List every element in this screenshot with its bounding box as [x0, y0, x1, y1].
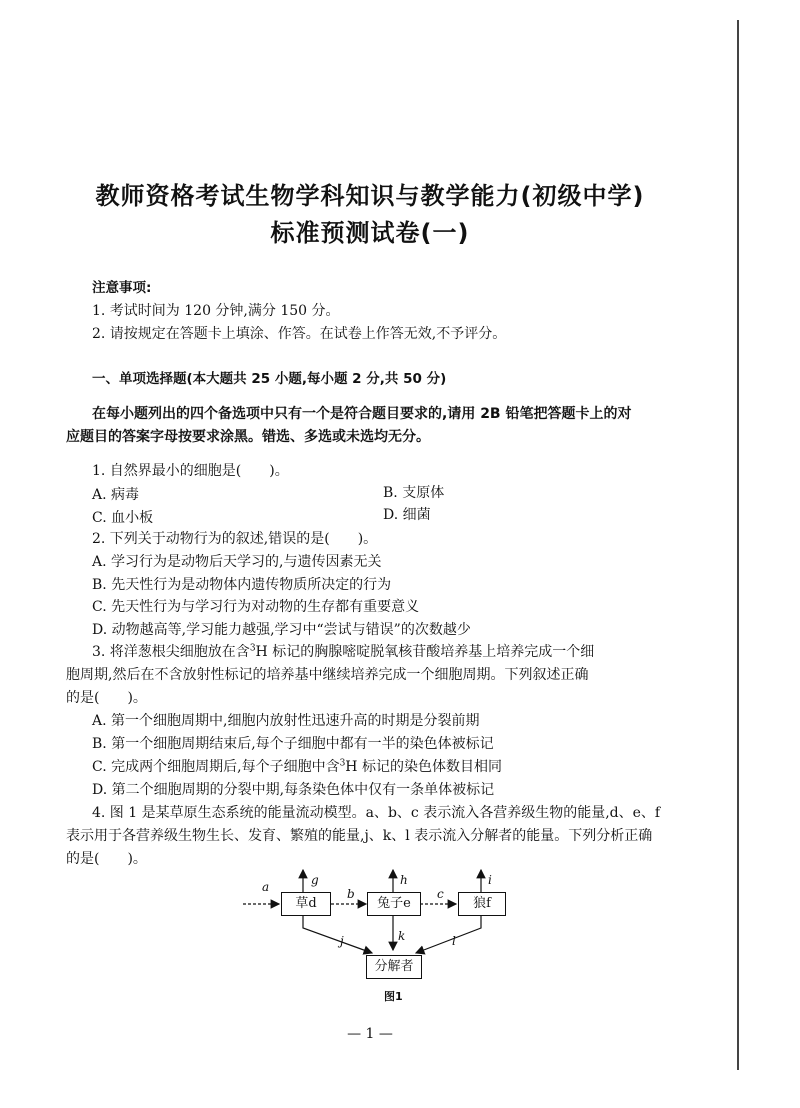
box-decomposer: 分解者	[366, 955, 422, 979]
q3-option-c-sup: 3	[339, 758, 346, 769]
q1-option-d: D. 细菌	[383, 507, 431, 523]
q4-stem-line-2: 表示用于各营养级生物生长、发育、繁殖的能量,j、k、l 表示流入分解者的能量。下列分析正确	[66, 828, 653, 844]
q3-option-a: A. 第一个细胞周期中,细胞内放射性迅速升高的时期是分裂前期	[92, 713, 480, 729]
box-rabbit: 兔子e	[367, 892, 421, 916]
q4-stem-line-1: 4. 图 1 是某草原生态系统的能量流动模型。a、b、c 表示流入各营养级生物的能量,d、e、f	[92, 805, 661, 821]
q1-stem: 1. 自然界最小的细胞是( )。	[92, 463, 289, 479]
label-j: j	[340, 934, 344, 948]
label-k: k	[398, 929, 406, 943]
notice-heading: 注意事项:	[92, 280, 152, 296]
notice-item-2: 2. 请按规定在答题卡上填涂、作答。在试卷上作答无效,不予评分。	[92, 326, 507, 342]
q2-stem: 2. 下列关于动物行为的叙述,错误的是( )。	[92, 531, 378, 547]
q2-option-b: B. 先天性行为是动物体内遗传物质所决定的行为	[92, 577, 392, 593]
label-b: b	[347, 887, 355, 901]
q3-option-c-pre: C. 完成两个细胞周期后,每个子细胞中含	[92, 759, 340, 775]
section-heading: 一、单项选择题(本大题共 25 小题,每小题 2 分,共 50 分)	[92, 371, 447, 387]
label-g: g	[311, 873, 319, 887]
label-l: l	[452, 934, 456, 948]
q3-stem-post: H 标记的胸腺嘧啶脱氧核苷酸培养基上培养完成一个细	[255, 644, 595, 660]
label-c: c	[437, 887, 444, 901]
box-grass: 草d	[281, 892, 331, 916]
arrow-j	[303, 916, 372, 953]
q3-stem-sup: 3	[249, 643, 256, 654]
label-h: h	[400, 873, 408, 887]
arrow-l	[416, 916, 481, 953]
q3-stem-line-2: 胞周期,然后在不含放射性标记的培养基中继续培养完成一个细胞周期。下列叙述正确	[66, 667, 589, 683]
q2-option-d: D. 动物越高等,学习能力越强,学习中“尝试与错误”的次数越少	[92, 622, 471, 638]
q3-option-b: B. 第一个细胞周期结束后,每个子细胞中都有一半的染色体被标记	[92, 736, 494, 752]
q3-option-c-post: H 标记的染色体数目相同	[345, 759, 502, 775]
q3-stem-line-3: 的是( )。	[66, 690, 147, 706]
q3-option-d: D. 第二个细胞周期的分裂中期,每条染色体中仅有一条单体被标记	[92, 782, 495, 798]
q2-option-a: A. 学习行为是动物后天学习的,与遗传因素无关	[92, 554, 382, 570]
exam-title: 教师资格考试生物学科知识与教学能力(初级中学)	[95, 182, 645, 210]
q2-option-c: C. 先天性行为与学习行为对动物的生存都有重要意义	[92, 599, 420, 615]
box-wolf: 狼f	[458, 892, 506, 916]
notice-item-1: 1. 考试时间为 120 分钟,满分 150 分。	[92, 303, 340, 319]
q3-stem-pre: 3. 将洋葱根尖细胞放在含	[92, 644, 250, 660]
page-number: — 1 —	[347, 1026, 393, 1042]
instructions-line-1: 在每小题列出的四个备选项中只有一个是符合题目要求的,请用 2B 铅笔把答题卡上的对	[92, 406, 632, 422]
label-i: i	[488, 873, 492, 887]
q1-option-a: A. 病毒	[92, 487, 140, 503]
q1-option-b: B. 支原体	[383, 485, 445, 501]
label-a: a	[262, 880, 270, 894]
exam-subtitle: 标准预测试卷(一)	[270, 219, 470, 247]
instructions-line-2: 应题目的答案字母按要求涂黑。错选、多选或未选均无分。	[66, 429, 430, 445]
q4-stem-line-3: 的是( )。	[66, 851, 147, 867]
q1-option-c: C. 血小板	[92, 510, 154, 526]
figure-caption: 图1	[384, 990, 403, 1003]
